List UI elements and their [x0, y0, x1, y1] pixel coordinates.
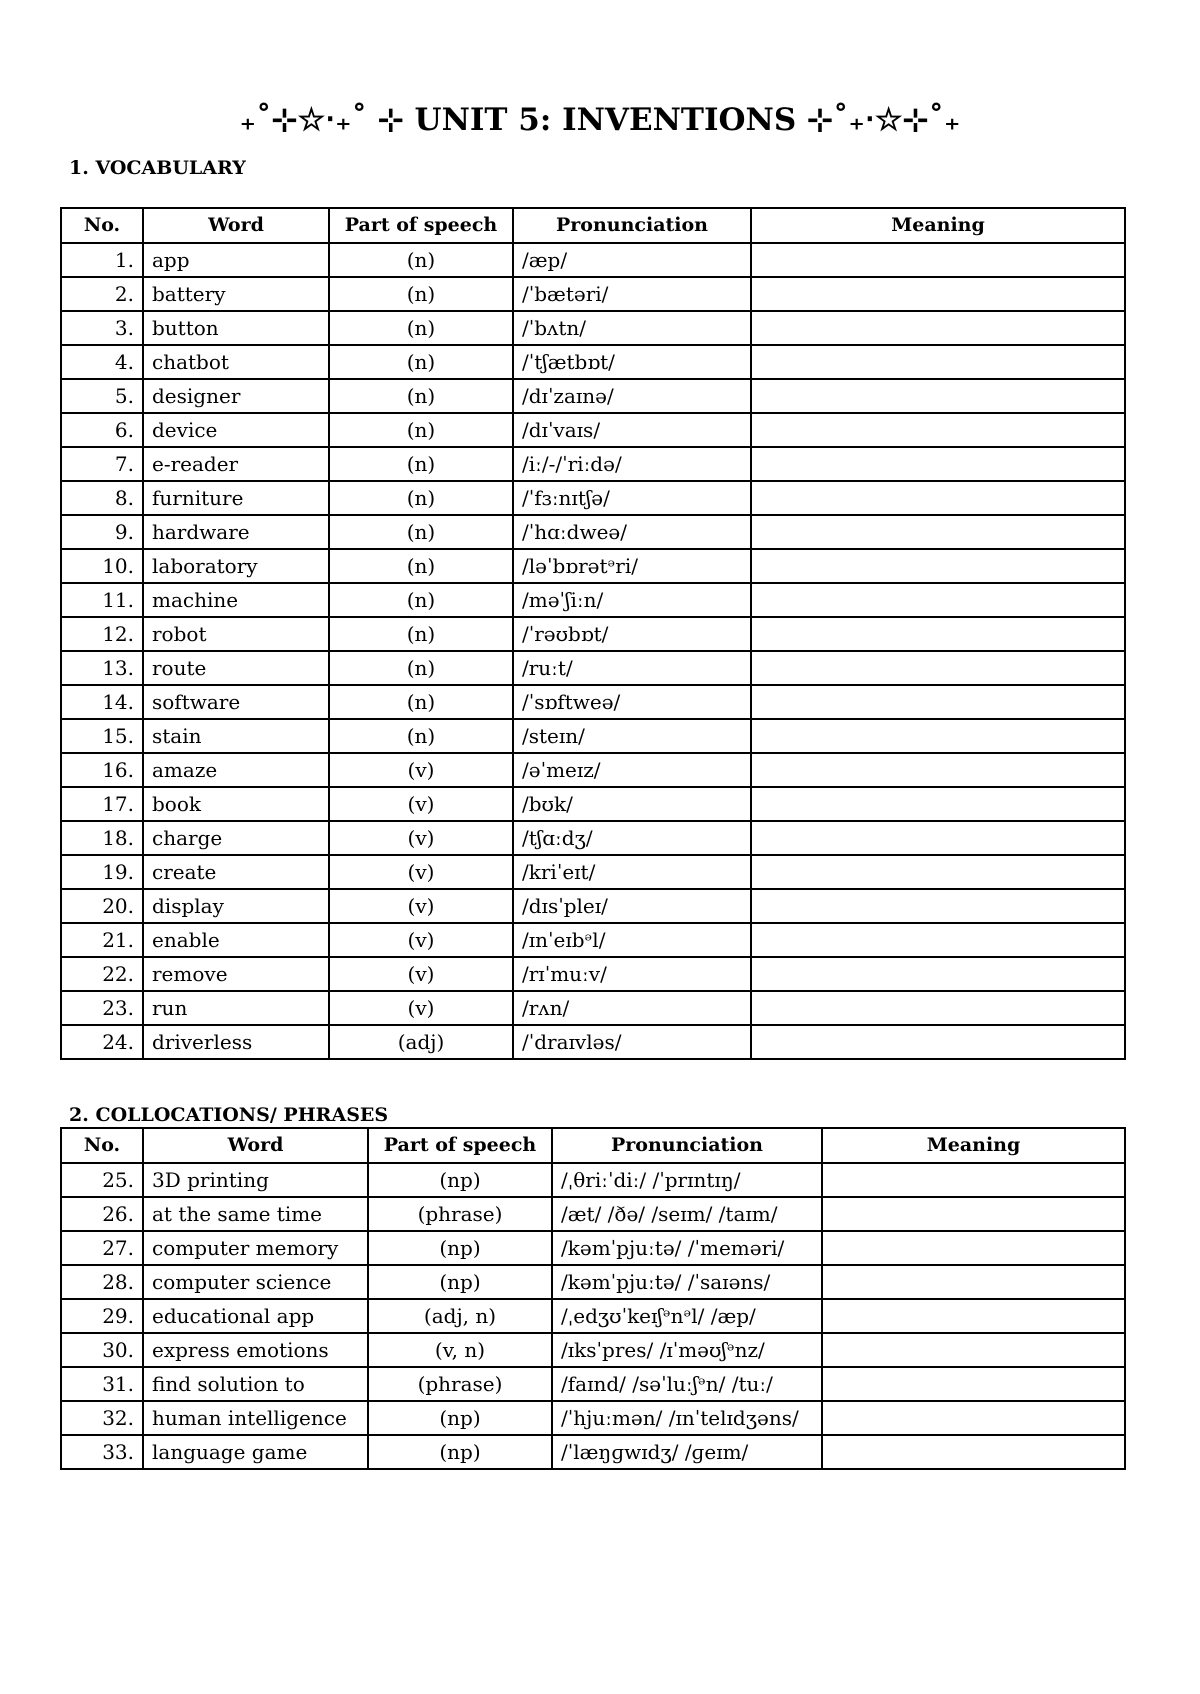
meaning-cell: [751, 379, 1125, 413]
table-row: [61, 413, 1125, 447]
no-cell: 15.: [61, 719, 143, 753]
part-of-speech-cell: (n): [329, 243, 513, 277]
meaning-cell: [822, 1367, 1125, 1401]
table-row: [61, 889, 1125, 923]
part-of-speech-cell: (n): [329, 481, 513, 515]
part-of-speech-cell: (v): [329, 957, 513, 991]
part-of-speech-cell: (np): [368, 1435, 552, 1469]
pronunciation-cell: /dɪsˈpleɪ/: [513, 889, 751, 923]
pronunciation-cell: /rʌn/: [513, 991, 751, 1025]
word-cell: driverless: [143, 1025, 329, 1059]
table-row: [61, 1435, 1125, 1469]
meaning-cell: [822, 1435, 1125, 1469]
collocations-table: [60, 1127, 1126, 1470]
word-cell: robot: [143, 617, 329, 651]
pronunciation-cell: /iː/-/ˈriːdə/: [513, 447, 751, 481]
table-row: [61, 753, 1125, 787]
no-cell: 31.: [61, 1367, 143, 1401]
table-row: [61, 855, 1125, 889]
pronunciation-cell: /ˈtʃætbɒt/: [513, 345, 751, 379]
meaning-cell: [751, 515, 1125, 549]
table-row: [61, 583, 1125, 617]
word-cell: remove: [143, 957, 329, 991]
table-row: [61, 549, 1125, 583]
part-of-speech-cell: (phrase): [368, 1367, 552, 1401]
page-title: ₊˚⊹☆‧₊˚ ⊹ UNIT 5: INVENTIONS ⊹˚₊‧☆⊹˚₊: [239, 102, 961, 138]
table-row: [61, 1163, 1125, 1197]
pronunciation-cell: /ˈdraɪvləs/: [513, 1025, 751, 1059]
collocations-heading: 2. COLLOCATIONS/ PHRASES: [69, 1104, 389, 1126]
meaning-cell: [751, 277, 1125, 311]
word-cell: display: [143, 889, 329, 923]
word-cell: route: [143, 651, 329, 685]
pronunciation-cell: /məˈʃiːn/: [513, 583, 751, 617]
no-cell: 19.: [61, 855, 143, 889]
part-of-speech-cell: (n): [329, 719, 513, 753]
meaning-cell: [751, 685, 1125, 719]
part-of-speech-cell: (v): [329, 821, 513, 855]
part-of-speech-cell: (np): [368, 1163, 552, 1197]
meaning-cell: [751, 311, 1125, 345]
pronunciation-cell: /ˌθriːˈdiː/ /ˈprɪntɪŋ/: [552, 1163, 822, 1197]
table-row: [61, 719, 1125, 753]
word-cell: express emotions: [143, 1333, 368, 1367]
meaning-cell: [751, 617, 1125, 651]
header-pronunciation: Pronunciation: [552, 1128, 822, 1163]
meaning-cell: [751, 719, 1125, 753]
meaning-cell: [751, 923, 1125, 957]
table-row: [61, 617, 1125, 651]
pronunciation-cell: /ˈsɒftweə/: [513, 685, 751, 719]
word-cell: designer: [143, 379, 329, 413]
no-cell: 12.: [61, 617, 143, 651]
meaning-cell: [751, 583, 1125, 617]
table-row: [61, 1231, 1125, 1265]
meaning-cell: [822, 1333, 1125, 1367]
no-cell: 1.: [61, 243, 143, 277]
word-cell: e-reader: [143, 447, 329, 481]
table-row: [61, 923, 1125, 957]
no-cell: 10.: [61, 549, 143, 583]
meaning-cell: [822, 1197, 1125, 1231]
meaning-cell: [751, 345, 1125, 379]
no-cell: 3.: [61, 311, 143, 345]
part-of-speech-cell: (v): [329, 923, 513, 957]
word-cell: furniture: [143, 481, 329, 515]
pronunciation-cell: /ˈbætəri/: [513, 277, 751, 311]
meaning-cell: [822, 1299, 1125, 1333]
no-cell: 14.: [61, 685, 143, 719]
no-cell: 33.: [61, 1435, 143, 1469]
no-cell: 5.: [61, 379, 143, 413]
word-cell: chatbot: [143, 345, 329, 379]
part-of-speech-cell: (v): [329, 753, 513, 787]
meaning-cell: [751, 991, 1125, 1025]
vocabulary-heading: 1. VOCABULARY: [69, 157, 246, 179]
pronunciation-cell: /kəmˈpjuːtə/ /ˈmeməri/: [552, 1231, 822, 1265]
part-of-speech-cell: (n): [329, 515, 513, 549]
table-row: [61, 447, 1125, 481]
pronunciation-cell: /dɪˈvaɪs/: [513, 413, 751, 447]
no-cell: 30.: [61, 1333, 143, 1367]
table-row: [61, 1299, 1125, 1333]
word-cell: book: [143, 787, 329, 821]
pronunciation-cell: /kriˈeɪt/: [513, 855, 751, 889]
pronunciation-cell: /dɪˈzaɪnə/: [513, 379, 751, 413]
word-cell: enable: [143, 923, 329, 957]
part-of-speech-cell: (n): [329, 617, 513, 651]
part-of-speech-cell: (adj): [329, 1025, 513, 1059]
no-cell: 8.: [61, 481, 143, 515]
meaning-cell: [751, 413, 1125, 447]
word-cell: charge: [143, 821, 329, 855]
no-cell: 6.: [61, 413, 143, 447]
word-cell: software: [143, 685, 329, 719]
word-cell: create: [143, 855, 329, 889]
meaning-cell: [751, 1025, 1125, 1059]
word-cell: computer memory: [143, 1231, 368, 1265]
no-cell: 27.: [61, 1231, 143, 1265]
table-row: [61, 1367, 1125, 1401]
meaning-cell: [751, 447, 1125, 481]
table-header-row: [61, 1128, 1125, 1163]
word-cell: machine: [143, 583, 329, 617]
table-row: [61, 1197, 1125, 1231]
pronunciation-cell: /tʃɑːdʒ/: [513, 821, 751, 855]
meaning-cell: [751, 855, 1125, 889]
table-row: [61, 1401, 1125, 1435]
meaning-cell: [751, 957, 1125, 991]
word-cell: find solution to: [143, 1367, 368, 1401]
no-cell: 22.: [61, 957, 143, 991]
meaning-cell: [751, 821, 1125, 855]
no-cell: 17.: [61, 787, 143, 821]
part-of-speech-cell: (phrase): [368, 1197, 552, 1231]
part-of-speech-cell: (n): [329, 277, 513, 311]
no-cell: 32.: [61, 1401, 143, 1435]
header-part-of-speech: Part of speech: [329, 208, 513, 243]
no-cell: 4.: [61, 345, 143, 379]
word-cell: battery: [143, 277, 329, 311]
word-cell: amaze: [143, 753, 329, 787]
no-cell: 11.: [61, 583, 143, 617]
table-row: [61, 243, 1125, 277]
word-cell: device: [143, 413, 329, 447]
pronunciation-cell: /ˈhjuːmən/ /ɪnˈtelɪdʒəns/: [552, 1401, 822, 1435]
table-row: [61, 1265, 1125, 1299]
header-meaning: Meaning: [751, 208, 1125, 243]
part-of-speech-cell: (np): [368, 1231, 552, 1265]
meaning-cell: [822, 1163, 1125, 1197]
header-meaning: Meaning: [822, 1128, 1125, 1163]
word-cell: human intelligence: [143, 1401, 368, 1435]
pronunciation-cell: /ˈbʌtn/: [513, 311, 751, 345]
part-of-speech-cell: (np): [368, 1265, 552, 1299]
pronunciation-cell: /kəmˈpjuːtə/ /ˈsaɪəns/: [552, 1265, 822, 1299]
table-row: [61, 311, 1125, 345]
part-of-speech-cell: (adj, n): [368, 1299, 552, 1333]
meaning-cell: [751, 481, 1125, 515]
vocabulary-table: [60, 207, 1126, 1060]
word-cell: educational app: [143, 1299, 368, 1333]
no-cell: 28.: [61, 1265, 143, 1299]
word-cell: stain: [143, 719, 329, 753]
pronunciation-cell: /steɪn/: [513, 719, 751, 753]
table-row: [61, 1333, 1125, 1367]
part-of-speech-cell: (n): [329, 583, 513, 617]
word-cell: laboratory: [143, 549, 329, 583]
no-cell: 29.: [61, 1299, 143, 1333]
pronunciation-cell: /ˈhɑːdweə/: [513, 515, 751, 549]
meaning-cell: [822, 1265, 1125, 1299]
table-row: [61, 345, 1125, 379]
pronunciation-cell: /ˌedʒʊˈkeɪʃᵊnᵊl/ /æp/: [552, 1299, 822, 1333]
part-of-speech-cell: (v): [329, 991, 513, 1025]
table-row: [61, 991, 1125, 1025]
pronunciation-cell: /rɪˈmuːv/: [513, 957, 751, 991]
meaning-cell: [751, 787, 1125, 821]
header-no: No.: [61, 208, 143, 243]
meaning-cell: [822, 1401, 1125, 1435]
no-cell: 25.: [61, 1163, 143, 1197]
part-of-speech-cell: (n): [329, 379, 513, 413]
table-row: [61, 651, 1125, 685]
word-cell: app: [143, 243, 329, 277]
word-cell: hardware: [143, 515, 329, 549]
no-cell: 16.: [61, 753, 143, 787]
no-cell: 7.: [61, 447, 143, 481]
pronunciation-cell: /ruːt/: [513, 651, 751, 685]
pronunciation-cell: /æt/ /ðə/ /seɪm/ /taɪm/: [552, 1197, 822, 1231]
no-cell: 13.: [61, 651, 143, 685]
pronunciation-cell: /əˈmeɪz/: [513, 753, 751, 787]
part-of-speech-cell: (n): [329, 549, 513, 583]
no-cell: 21.: [61, 923, 143, 957]
word-cell: button: [143, 311, 329, 345]
pronunciation-cell: /faɪnd/ /səˈluːʃᵊn/ /tuː/: [552, 1367, 822, 1401]
pronunciation-cell: /ləˈbɒrətᵊri/: [513, 549, 751, 583]
no-cell: 2.: [61, 277, 143, 311]
pronunciation-cell: /ˈrəʊbɒt/: [513, 617, 751, 651]
word-cell: language game: [143, 1435, 368, 1469]
no-cell: 20.: [61, 889, 143, 923]
part-of-speech-cell: (n): [329, 413, 513, 447]
table-row: [61, 957, 1125, 991]
part-of-speech-cell: (n): [329, 311, 513, 345]
word-cell: computer science: [143, 1265, 368, 1299]
word-cell: at the same time: [143, 1197, 368, 1231]
table-row: [61, 515, 1125, 549]
part-of-speech-cell: (v): [329, 787, 513, 821]
pronunciation-cell: /æp/: [513, 243, 751, 277]
no-cell: 23.: [61, 991, 143, 1025]
meaning-cell: [751, 889, 1125, 923]
header-no: No.: [61, 1128, 143, 1163]
pronunciation-cell: /ˈfɜːnɪtʃə/: [513, 481, 751, 515]
header-word: Word: [143, 1128, 368, 1163]
header-part-of-speech: Part of speech: [368, 1128, 552, 1163]
meaning-cell: [751, 753, 1125, 787]
header-word: Word: [143, 208, 329, 243]
no-cell: 24.: [61, 1025, 143, 1059]
table-row: [61, 1025, 1125, 1059]
no-cell: 18.: [61, 821, 143, 855]
table-row: [61, 379, 1125, 413]
pronunciation-cell: /ɪnˈeɪbᵊl/: [513, 923, 751, 957]
word-cell: 3D printing: [143, 1163, 368, 1197]
part-of-speech-cell: (v, n): [368, 1333, 552, 1367]
meaning-cell: [751, 243, 1125, 277]
meaning-cell: [822, 1231, 1125, 1265]
part-of-speech-cell: (n): [329, 685, 513, 719]
table-row: [61, 821, 1125, 855]
table-row: [61, 787, 1125, 821]
meaning-cell: [751, 549, 1125, 583]
part-of-speech-cell: (v): [329, 855, 513, 889]
table-row: [61, 277, 1125, 311]
word-cell: run: [143, 991, 329, 1025]
part-of-speech-cell: (n): [329, 447, 513, 481]
pronunciation-cell: /ɪksˈpres/ /ɪˈməʊʃᵊnz/: [552, 1333, 822, 1367]
part-of-speech-cell: (np): [368, 1401, 552, 1435]
header-pronunciation: Pronunciation: [513, 208, 751, 243]
part-of-speech-cell: (n): [329, 651, 513, 685]
pronunciation-cell: /ˈlæŋɡwɪdʒ/ /ɡeɪm/: [552, 1435, 822, 1469]
table-header-row: [61, 208, 1125, 243]
part-of-speech-cell: (v): [329, 889, 513, 923]
table-row: [61, 685, 1125, 719]
pronunciation-cell: /bʊk/: [513, 787, 751, 821]
no-cell: 26.: [61, 1197, 143, 1231]
no-cell: 9.: [61, 515, 143, 549]
meaning-cell: [751, 651, 1125, 685]
table-row: [61, 481, 1125, 515]
part-of-speech-cell: (n): [329, 345, 513, 379]
